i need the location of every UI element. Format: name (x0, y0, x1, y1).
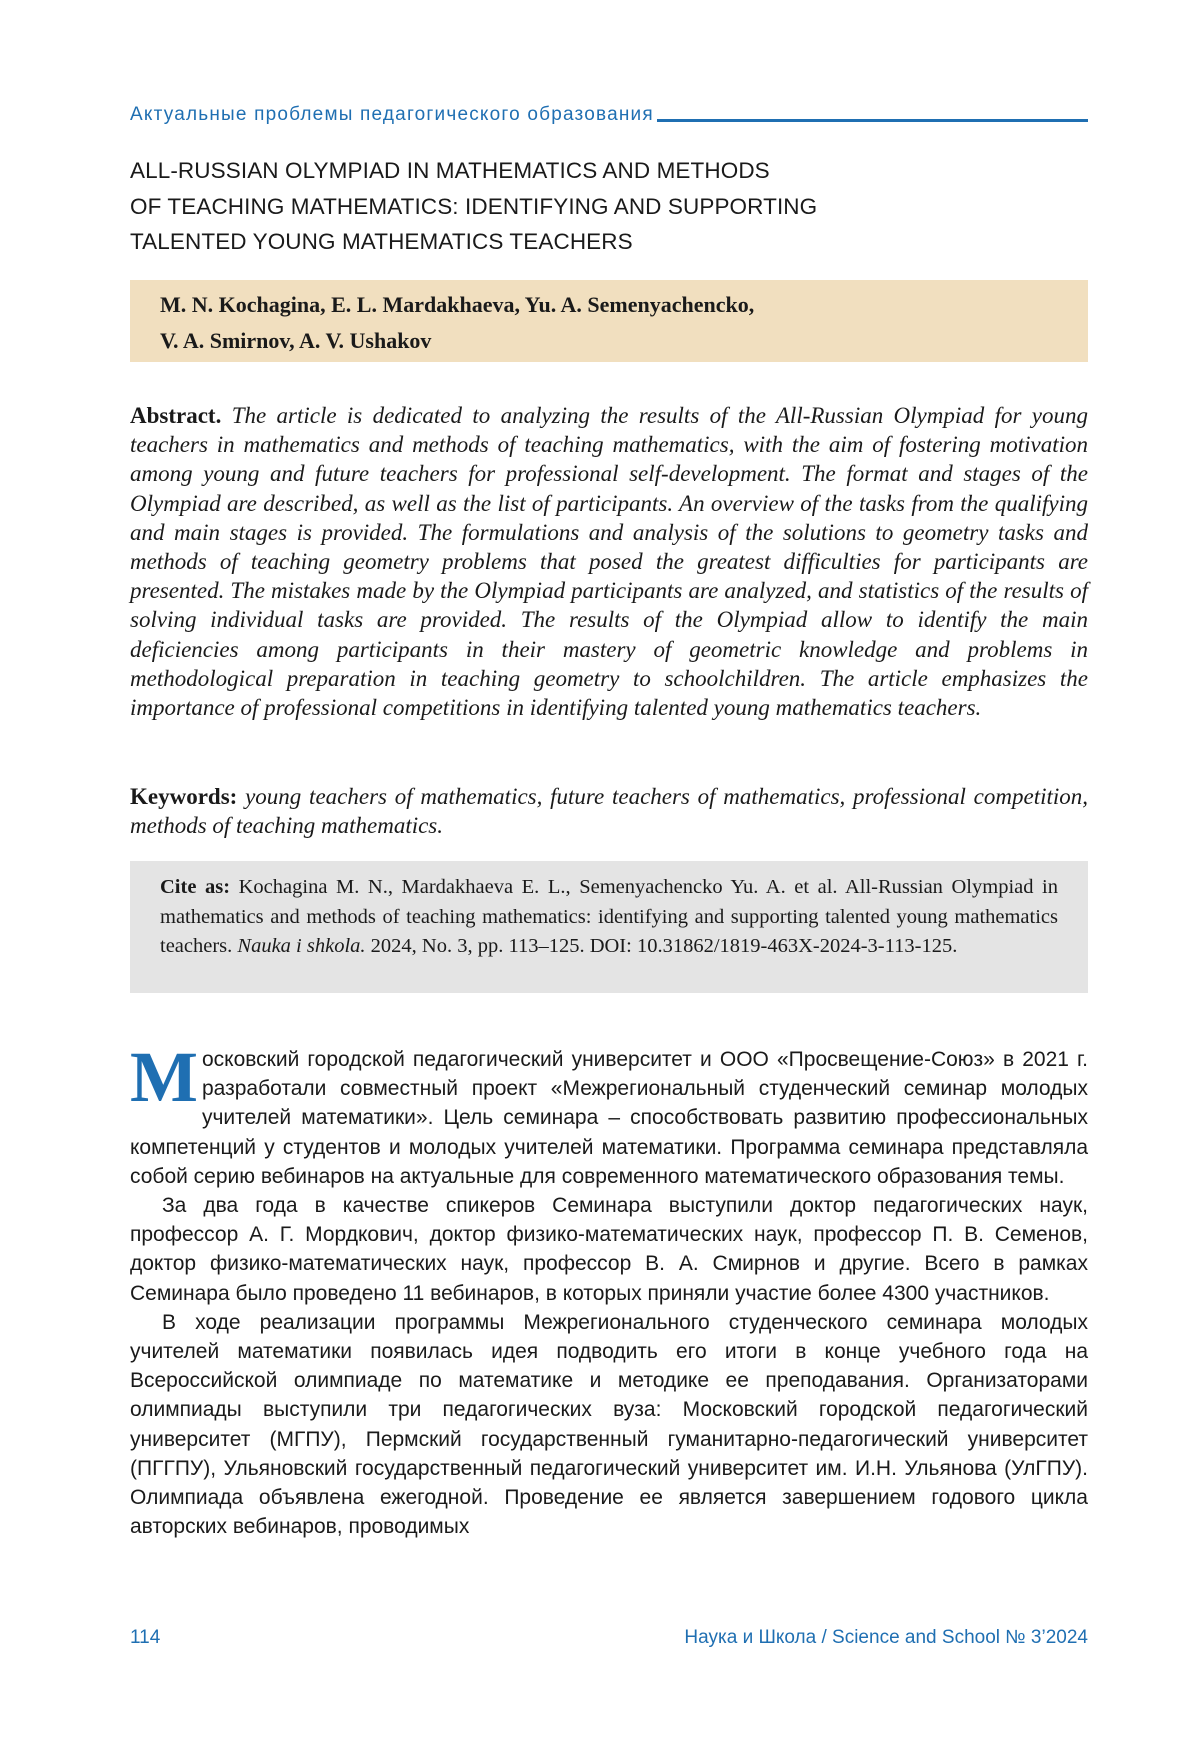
authors-line: M. N. Kochagina, E. L. Mardakhaeva, Yu. A. Semenyachencko, (160, 292, 755, 317)
authors-line: V. A. Smirnov, A. V. Ushakov (160, 328, 432, 353)
citation-text (160, 873, 1058, 962)
body-paragraph (130, 1037, 1088, 1191)
article-body (130, 1037, 1088, 1541)
abstract-label: Abstract. (130, 403, 222, 428)
citation-box (130, 861, 1088, 993)
keywords-text: young teachers of mathematics, future teachers of mathematics, professional competition, methods of teaching mathematics. (130, 784, 1089, 839)
citation-label: Cite as: (160, 876, 231, 898)
title-line: TALENTED YOUNG MATHEMATICS TEACHERS (130, 229, 633, 254)
citation-details: 2024, No. 3, pp. 113–125. DOI: 10.31862/1819-463X-2024-3-113-125. (370, 935, 958, 957)
keywords-label: Keywords: (130, 784, 238, 809)
body-paragraph: За два года в качестве спикеров Семинара выступили доктор педагогических наук, профессор А. Г. Мордкович, доктор физико-математических наук, профессор П. В. Семенов, доктор физико-математических наук, профессор В. А. Смирнов и другие. Всего в рамках Семинара было проведено 11 вебинаров, в которых приняли участие более 4300 участников. (130, 1194, 1088, 1305)
drop-cap: М (130, 1037, 198, 1117)
body-paragraph: В ходе реализации программы Межрегионального студенческого семинара молодых учителей математики появилась идея подводить его итоги в конце учебного года на Всероссийской олимпиаде по математике и методике ее преподавания. Организаторами олимпиады выступили три педагогических вуза: Московский городской педагогический университет (МГПУ), Пермский государственный гуманитарно-педагогический университет (ПГГПУ), Ульяновский государственный педагогический университет им. И.Н. Ульянова (УлГПУ). Олимпиада объявлена ежегодной. Проведение ее является завершением годового цикла авторских вебинаров, проводимых (130, 1310, 1088, 1539)
authors-box (130, 280, 1088, 362)
page-number: 114 (130, 1627, 161, 1648)
citation-journal: Nauka i shkola. (237, 935, 366, 957)
paragraph-text: осковский городской педагогический университет и ООО «Просвещение-Союз» в 2021 г. разработали совместный проект «Межрегиональный студенческий семинар молодых учителей математики». Цель семинара – способствовать развитию профессиональных компетенций у студентов и молодых учителей математики. Программа семинара представляла собой серию вебинаров на актуальные для современного математического образования темы. (130, 1048, 1088, 1188)
abstract-text: The article is dedicated to analyzing the results of the All-Russian Olympiad for young teachers in mathematics and methods of teaching mathematics, with the aim of fostering motivation among young and future teachers for professional self-development. The format and stages of the Olympiad are described, as well as the list of participants. An overview of the tasks from the qualifying and main stages is provided. The formulations and analysis of the solutions to geometry tasks and methods of teaching geometry problems that posed the greatest difficulties for participants are presented. The mistakes made by the Olympiad participants are analyzed, and statistics of the results of solving individual tasks are provided. The results of the Olympiad allow to identify the main deficiencies among participants in their mastery of geometric knowledge and problems in methodological preparation in teaching geometry to schoolchildren. The article emphasizes the importance of professional competitions in identifying talented young mathematics teachers. (130, 403, 1088, 721)
title-line: ALL-RUSSIAN OLYMPIAD IN MATHEMATICS AND METHODS (130, 158, 770, 183)
running-head-text: Актуальные проблемы педагогического образования (130, 104, 654, 125)
abstract (130, 401, 1088, 722)
running-head-rule (657, 119, 1088, 122)
citation-body: Kochagina M. N., Mardakhaeva E. L., Semenyachencko Yu. A. et al. All-Russian Olympiad in mathematics and methods of teaching mathematics: identifying and supporting talented young mathematics teachers. (160, 876, 1058, 957)
journal-footer: Наука и Школа / Science and School № 3’2024 (684, 1627, 1088, 1648)
title-line: OF TEACHING MATHEMATICS: IDENTIFYING AND SUPPORTING (130, 193, 818, 219)
keywords (130, 782, 1088, 840)
article-title (130, 153, 1030, 260)
running-head (130, 105, 1088, 125)
